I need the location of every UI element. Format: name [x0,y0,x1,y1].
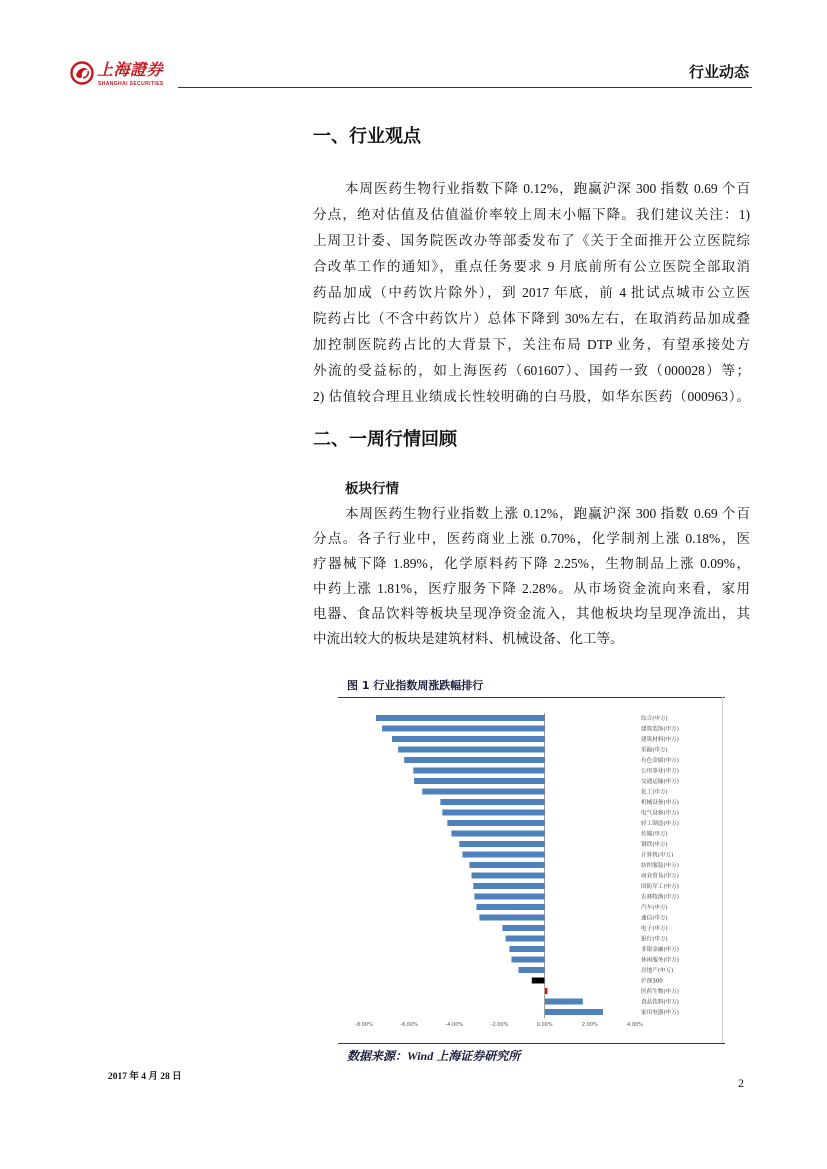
industry-weekly-change-chart [340,705,725,1035]
chart-bar-24 [511,957,544,963]
chart-category-label: 沪深300 [641,978,663,985]
chart-bar-25 [518,967,544,973]
section-1-title: 一、行业观点 [313,126,421,147]
x-tick-label: 2.00% [581,1022,598,1028]
section-1-line: 外流的受益标的，如上海医药（601607）、国药一致（000028）等； [313,363,750,378]
chart-bar-10 [442,810,544,816]
chart-category-label: 房地产(申万) [641,968,674,974]
chart-category-label: 传媒(申万) [641,831,668,838]
chart-bar-5 [404,757,544,763]
chart-category-label: 建筑材料(申万) [641,737,679,743]
chart-bar-15 [469,862,544,868]
chart-bar-4 [398,747,545,753]
chart-category-label: 非银金融(申万) [641,947,679,953]
chart-category-label: 国防军工(申万) [641,884,679,890]
chart-category-label: 家用电器(申万) [641,1010,679,1016]
chart-bar-12 [451,831,544,837]
x-tick-label: -4.00% [445,1022,464,1028]
logo-emblem-icon [69,60,95,86]
chart-category-label: 化工(申万) [641,789,668,796]
chart-bar-1 [376,715,545,721]
chart-bar-8 [422,789,544,795]
section-1-line: 药品加成（中药饮片除外），到 2017 年底，前 4 批试点城市公立医 [313,285,750,300]
section-2-line: 分点。各子行业中，医药商业上涨 0.70%，化学制剂上涨 0.18%，医 [313,531,750,546]
figure-caption: 图 1 行业指数周涨跌幅排行 [347,679,484,692]
chart-category-label: 有色金属(申万) [641,758,679,764]
chart-bar-13 [459,841,544,847]
section-1-line: 院药占比（不含中药饮片）总体下降到 30%左右，在取消药品加成叠 [313,311,750,326]
x-tick-label: -8.00% [355,1022,373,1028]
chart-category-label: 钢铁(申万) [641,842,668,848]
figure-top-rule [338,697,725,698]
chart-bar-28 [545,999,583,1005]
header-divider [178,87,752,88]
chart-bar-23 [509,946,544,952]
chart-category-label: 采掘(申万) [641,747,668,754]
section-1-line: 加控制医院药占比的大背景下，关注布局 DTP 业务，有望承接处方 [313,337,750,352]
section-1-line: 2) 估值较合理且业绩成长性较明确的白马股，如华东医药（000963）。 [313,389,750,404]
chart-bar-22 [506,936,545,942]
chart-category-label: 交通运输(申万) [641,779,679,785]
chart-category-label: 食品饮料(申万) [641,999,679,1006]
x-tick-label: -2.00% [490,1022,509,1028]
section-2-line: 电器、食品饮料等板块呈现净资金流入，其他板块均呈现净流出，其 [313,606,750,621]
chart-category-label: 银行(申万) [641,936,668,943]
chart-category-label: 建筑装饰(申万) [641,726,679,733]
chart-bar-18 [474,894,544,900]
chart-bar-16 [471,873,544,879]
chart-bar-29 [545,1009,603,1015]
chart-category-label: 商业贸易(申万) [641,873,679,880]
chart-category-label: 汽车(申万) [641,905,668,911]
chart-category-label: 机械设备(申万) [641,800,679,806]
chart-bar-27 [545,988,548,994]
chart-bar-21 [502,925,544,931]
page-number: 2 [738,1076,744,1090]
chart-category-label: 综合(申万) [641,716,668,722]
chart-bar-26 [532,978,545,984]
chart-category-label: 电气设备(申万) [641,810,679,817]
section-1-line: 上周卫计委、国务院医改办等部委发布了《关于全面推开公立医院综 [313,233,750,248]
logo-wordmark: 上海證券 [97,60,164,79]
section-2-subtitle: 板块行情 [345,481,399,497]
report-date: 2017 年 4 月 28 日 [108,1072,182,1082]
report-type-label: 行业动态 [688,63,749,81]
chart-category-label: 计算机(申万) [641,852,674,859]
chart-category-label: 通信(申万) [641,915,668,922]
section-1-line: 合改革工作的通知》，重点任务要求 9 月底前所有公立医院全部取消 [313,259,750,274]
chart-category-label: 轻工制造(申万) [641,821,679,827]
chart-bar-3 [392,736,545,742]
chart-category-label: 农林牧渔(申万) [641,894,679,901]
chart-category-label: 纺织服装(申万) [641,863,679,869]
section-2-line: 中流出较大的板块是建筑材料、机械设备、化工等。 [313,631,624,646]
section-2-line: 中药上涨 1.81%，医疗服务下降 2.28%。从市场资金流向来看，家用 [313,581,750,596]
section-2-line: 疗器械下降 1.89%，化学原料药下降 2.25%，生物制品上涨 0.09%， [313,556,750,571]
chart-bar-19 [476,904,544,910]
chart-bar-6 [413,768,544,774]
chart-category-label: 休闲服务(申万) [641,957,679,964]
chart-bar-2 [382,726,545,732]
chart-bar-17 [473,883,544,889]
section-2-line: 本周医药生物行业指数上涨 0.12%，跑赢沪深 300 指数 0.69 个百 [345,506,750,521]
chart-category-label: 电子(申万) [641,926,668,932]
chart-bar-7 [414,778,545,784]
chart-bar-9 [440,799,544,805]
chart-bar-14 [462,852,544,858]
logo-english-name: SHANGHAI SECURITIES [98,81,164,87]
section-1-line: 分点，绝对估值及估值溢价率较上周末小幅下降。我们建议关注：1) [313,207,750,222]
chart-bar-11 [447,820,544,826]
x-tick-label: 4.00% [627,1022,643,1028]
section-1-line: 本周医药生物行业指数下降 0.12%，跑赢沪深 300 指数 0.69 个百 [345,181,750,196]
x-tick-label: 0.00% [536,1022,553,1028]
section-2-title: 二、一周行情回顾 [313,429,457,450]
figure-bottom-rule [338,1043,725,1044]
chart-category-label: 公用事业(申万) [641,768,679,775]
chart-bar-20 [479,915,544,921]
chart-category-label: 医药生物(申万) [641,989,679,995]
x-tick-label: -6.00% [400,1022,419,1028]
figure-source: 数据来源：Wind 上海证券研究所 [347,1049,521,1063]
